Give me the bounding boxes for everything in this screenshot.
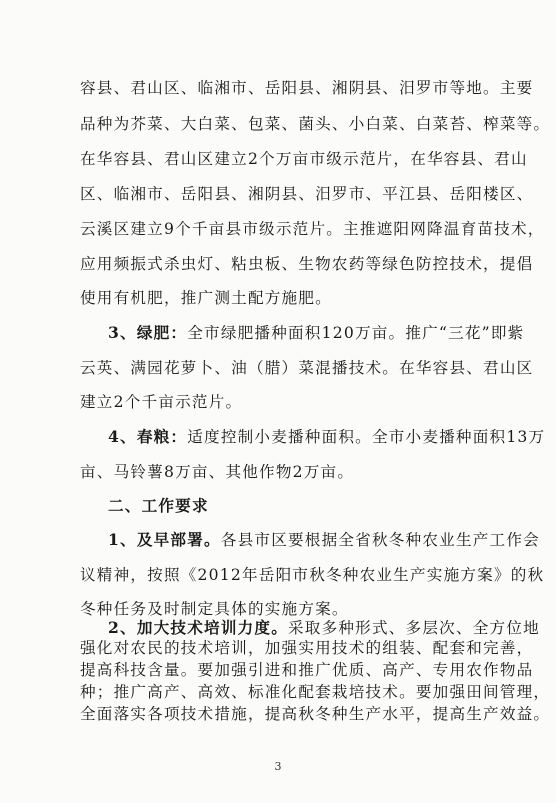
section-heading-spring-grain: 4、春粮：适度控制小麦播种面积。全市小麦播种面积13万 (108, 427, 546, 446)
text-line: 云溪区建立9个千亩县市级示范片。主推遮阳网降温育苗技术， (80, 220, 545, 238)
text-line: 使用有机肥，推广测土配方施肥。 (80, 289, 332, 307)
text-line: 冬种任务及时制定具体的实施方案。 (80, 600, 349, 618)
text-line: 容县、君山区、临湘市、岳阳县、湘阴县、汨罗市等地。主要 (80, 79, 534, 97)
text-line: 区、临湘市、岳阳县、湘阴县、汨罗市、平江县、岳阳楼区、 (80, 185, 534, 203)
text-line: 建立2个千亩示范片。 (80, 393, 243, 411)
text-line: 品种为芥菜、大白菜、包菜、菌头、小白菜、白菜苔、榨菜等。 (80, 115, 551, 133)
subsection-heading-early-deployment: 1、及早部署。各县市区要根据全省秋冬种农业生产工作会 (108, 530, 540, 549)
page-number: 3 (274, 760, 282, 773)
text-line: 提高科技含量。要加强引进和推广优质、高产、专用农作物品 (80, 661, 534, 679)
text-line: 在华容县、君山区建立2个万亩市级示范片，在华容县、君山 (80, 150, 528, 168)
text-line: 全面落实各项技术措施，提高秋冬种生产水平，提高生产效益。 (80, 705, 551, 723)
text-line: 亩、马铃薯8万亩、其他作物2万亩。 (80, 463, 355, 481)
section-heading-green-manure: 3、绿肥：全市绿肥播种面积120万亩。推广“三花”即紫 (108, 323, 525, 342)
text-line: 议精神，按照《2012年岳阳市秋冬种农业生产实施方案》的秋 (80, 566, 545, 584)
text-line: 云英、满园花萝卜、油（腊）菜混播技术。在华容县、君山区 (80, 359, 534, 377)
text-line: 种；推广高产、高效、标准化配套栽培技术。要加强田间管理， (80, 683, 551, 701)
subsection-heading-training: 2、加大技术培训力度。采取多种形式、多层次、全方位地 (108, 618, 540, 637)
text-line: 强化对农民的技术培训，加强实用技术的组装、配套和完善， (80, 639, 534, 657)
text-line: 应用频振式杀虫灯、粘虫板、生物农药等绿色防控技术，提倡 (80, 255, 534, 273)
section-heading-work-requirements: 二、工作要求 (108, 496, 209, 515)
